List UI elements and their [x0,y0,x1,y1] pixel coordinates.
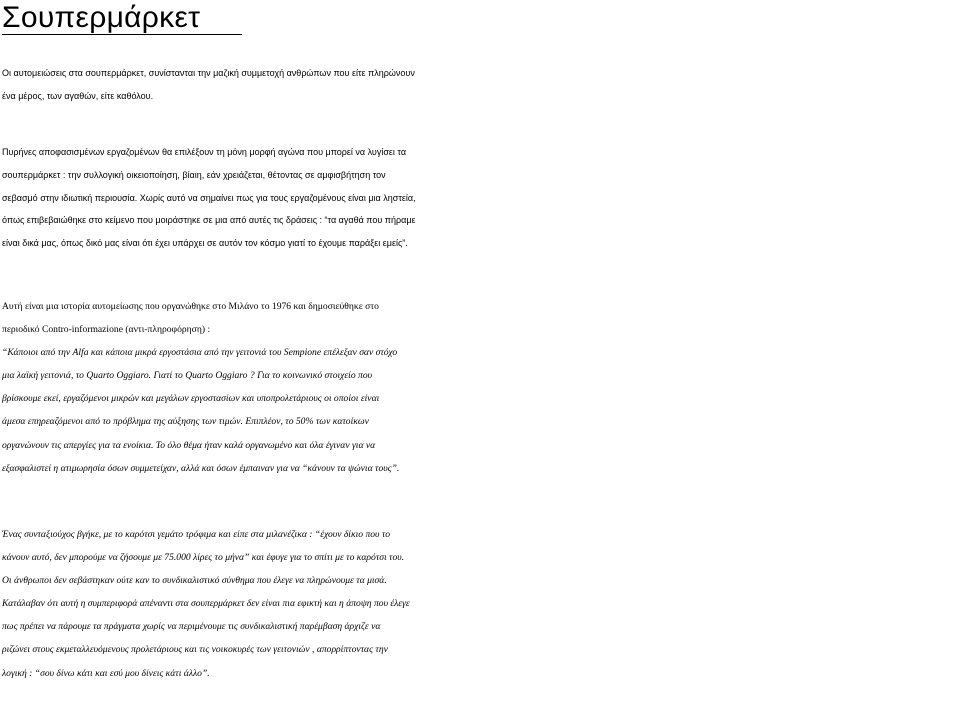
quote-line: μια λαϊκή γειτονιά, το Quarto Oggiaro. Γιατί το Quarto Oggiaro ? Για το κοινωνικό στοιχείο που [2,370,373,382]
text-line: ένα μέρος, των αγαθών, είτε καθόλου. [2,90,154,101]
quote-line: άμεσα επηρεαζόμενοι από το πρόβλημα της αύξησης των τιμών. Επιπλέον, το 50% των κατοίκων [2,416,369,428]
paragraph-milan-story [2,295,958,480]
quote-line: πως πρέπει να πάρουμε τα πράγματα χωρίς να περιμένουμε τις συνδικαλιστική παρέμβαση άρχιζε να [2,621,381,633]
title-underline [2,34,242,35]
paragraph-workers [2,141,958,255]
text-line: Πυρήνες αποφασισμένων εργαζομένων θα επιλέξουν τη μόνη μορφή αγώνα που μπορεί να λυγίσει τα [2,147,407,157]
text-line: είναι δικά μας, όπως δικό μας είναι ότι έχει υπάρχει σε αυτόν τον κόσμο γιατί το έχουμε παράξει εμείς”. [2,238,408,249]
text-line: όπως επιβεβαιώθηκε στο κείμενο που μοιράστηκε σε μια από αυτές τις δράσεις : “τα αγαθά που πήραμε [2,215,416,226]
page-title: Σουπερμάρκετ [2,1,201,34]
paragraph-intro [2,62,958,108]
text-line: περιοδικό Contro-informazione (αντι-πληροφόρηση) : [2,324,211,336]
text-line: Οι αυτομειώσεις στα σουπερμάρκετ, συνίστανται την μαζική συμμετοχή ανθρώπων που είτε πληρώνουν [2,68,415,78]
quote-line: λογική : “σου δίνω κάτι και εσύ μου δίνεις κάτι άλλο”. [2,667,210,679]
quote-line: “Κάποιοι από την Alfa και κάποια μικρά εργοστάσια από την γειτονιά του Sempione επέλεξαν σαν στόχο [2,347,398,359]
quote-line: εξασφαλιστεί η ατιμωρησία όσων συμμετείχαν, αλλά και όσων έμπαιναν για να “κάνουν τα ψώνια τους”. [2,462,400,474]
text-line: Αυτή είναι μια ιστορία αυτομείωσης που οργανώθηκε στο Μιλάνο το 1976 και δημοσιεύθηκε στο [2,301,379,312]
paragraph-pensioner [2,523,958,685]
quote-line: οργανώνουν τις απεργίες για τα ενοίκια. Το όλο θέμα ήταν καλά οργανωμένο και όλα έγιναν για να [2,439,376,451]
quote-line: Ένας συνταξιούχος βγήκε, με το καρότσι γεμάτο τρόφιμα και είπε στα μιλανέζικα : “έχουν δίκιο που το [2,529,391,540]
text-line: σεβασμό στην ιδιωτική περιουσία. Χωρίς αυτό να σημαίνει πως για τους εργαζομένους είναι μια ληστεία, [2,192,416,203]
text-line: σουπερμάρκετ : την συλλογική οικειοποίηση, βίαιη, εάν χρειάζεται, θέτοντας σε αμφισβήτηση τον [2,169,386,180]
quote-line: Οι άνθρωποι δεν σεβάστηκαν ούτε καν το συνδικαλιστικό σύνθημα που έλεγε να πληρώνουμε τα μισά. [2,575,387,587]
quote-line: ριζώνει στους εκμεταλλευόμενους προλετάριους και τις νοικοκυρές των γειτονιών , απορρίπτοντας την [2,644,388,656]
quote-line: κάνουν αυτό, δεν μπορούμε να ζήσουμε με 75.000 λίρες το μήνα” και έφυγε για το σπίτι με το καρότσι του. [2,552,405,564]
quote-line: βρίσκουμε εκεί, εργαζόμενοι μικρών και μεγάλων εργοστασίων και υποπρολετάριους οι οποίοι είναι [2,393,380,405]
quote-line: Κατάλαβαν ότι αυτή η συμπεριφορά απέναντι στα σουπερμάρκετ δεν είναι πια εφικτή και η άποψη που έλεγε [2,598,410,610]
